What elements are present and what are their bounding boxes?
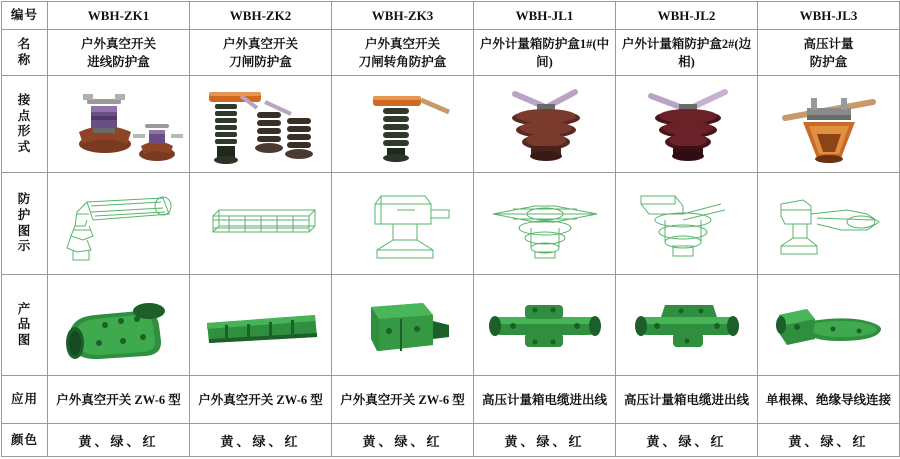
- cell-application-1: [190, 376, 332, 424]
- cell-contact-3: [474, 76, 616, 173]
- figure-contact-zk1: [51, 78, 186, 170]
- cell-product-1: [190, 274, 332, 375]
- figure-shield-jl2: [619, 175, 754, 271]
- cell-contact-1: [190, 76, 332, 173]
- row-label-application: 应用: [2, 376, 48, 424]
- figure-product-zk1: [51, 277, 186, 373]
- cell-code-2: WBH-ZK3: [332, 2, 474, 30]
- cell-code-1: WBH-ZK2: [190, 2, 332, 30]
- figure-shield-jl1: [477, 175, 612, 271]
- figure-shield-zk2: [193, 175, 328, 271]
- cell-shield-1: [190, 173, 332, 274]
- figure-contact-jl1: [477, 78, 612, 170]
- figure-shield-zk1: [51, 175, 186, 271]
- figure-shield-zk3: [335, 175, 470, 271]
- cell-color-4: 黄、绿、红: [616, 424, 758, 457]
- cell-name-4: [616, 30, 758, 76]
- cell-name-1: [190, 30, 332, 76]
- row-label-contact-char-2: 形: [17, 124, 32, 139]
- cell-application-5: [758, 376, 900, 424]
- cell-application-4: [616, 376, 758, 424]
- cell-contact-0: [48, 76, 190, 173]
- row-label-name: [2, 30, 48, 76]
- figure-contact-zk3: [335, 78, 470, 170]
- row-label-name-char-0: 名: [17, 37, 32, 52]
- row-label-shield: [2, 173, 48, 274]
- cell-code-5: WBH-JL3: [758, 2, 900, 30]
- row-label-code: 编号: [2, 2, 48, 30]
- name-line: 刀闸转角防护盒: [358, 54, 447, 69]
- figure-product-zk3: [335, 277, 470, 373]
- row-label-product-char-0: 产: [17, 301, 32, 316]
- row-label-shield-char-0: 防: [17, 192, 32, 207]
- cell-application-3: [474, 376, 616, 424]
- cell-color-2: 黄、绿、红: [332, 424, 474, 457]
- application-line: 户外真空开关: [56, 392, 132, 407]
- cell-color-0: 黄、绿、红: [48, 424, 190, 457]
- cell-product-5: [758, 274, 900, 375]
- figure-product-zk2: [193, 277, 328, 373]
- application-line: 户外真空开关: [198, 392, 274, 407]
- row-label-color: 颜色: [2, 424, 48, 457]
- cell-shield-2: [332, 173, 474, 274]
- product-comparison-table: [1, 1, 900, 457]
- table-row-application: [2, 376, 900, 424]
- name-line: 户外计量箱防护盒1#(中间): [479, 36, 610, 69]
- row-label-contact-char-3: 式: [17, 139, 32, 154]
- cell-color-5: 黄、绿、红: [758, 424, 900, 457]
- name-line: 户外计量箱防护盒2#(边相): [621, 36, 752, 69]
- figure-contact-jl3: [761, 78, 896, 170]
- application-line: 高压计量箱电缆进出线: [481, 392, 607, 407]
- row-label-name-char-1: 称: [17, 52, 32, 67]
- cell-application-2: [332, 376, 474, 424]
- cell-name-5: [758, 30, 900, 76]
- cell-product-2: [332, 274, 474, 375]
- cell-contact-2: [332, 76, 474, 173]
- application-line: 户外真空开关: [340, 392, 416, 407]
- cell-color-3: 黄、绿、红: [474, 424, 616, 457]
- application-line: ZW-6 型: [418, 392, 465, 407]
- cell-color-1: 黄、绿、红: [190, 424, 332, 457]
- row-label-shield-char-3: 示: [17, 239, 32, 254]
- cell-shield-0: [48, 173, 190, 274]
- table-row-shield-diagram: [2, 173, 900, 274]
- name-line: 进线防护盒: [87, 54, 150, 69]
- cell-name-2: [332, 30, 474, 76]
- cell-shield-5: [758, 173, 900, 274]
- cell-product-3: [474, 274, 616, 375]
- row-label-shield-char-2: 图: [17, 223, 32, 238]
- cell-code-3: WBH-JL1: [474, 2, 616, 30]
- name-line: 户外真空开关: [364, 36, 440, 51]
- name-line: 户外真空开关: [222, 36, 298, 51]
- cell-name-3: [474, 30, 616, 76]
- cell-contact-5: [758, 76, 900, 173]
- cell-product-0: [48, 274, 190, 375]
- figure-product-jl1: [477, 277, 612, 373]
- application-line: ZW-6 型: [276, 392, 323, 407]
- figure-product-jl2: [619, 277, 754, 373]
- table-row-color: [2, 424, 900, 457]
- application-line: ZW-6 型: [134, 392, 181, 407]
- name-line: 户外真空开关: [80, 36, 156, 51]
- row-label-product: [2, 274, 48, 375]
- application-line: 单根裸、绝缘导线连接: [765, 392, 891, 407]
- row-label-contact: [2, 76, 48, 173]
- table-row-code: [2, 2, 900, 30]
- row-label-product-char-1: 品: [17, 317, 32, 332]
- name-line: 刀闸防护盒: [229, 54, 292, 69]
- cell-shield-4: [616, 173, 758, 274]
- application-line: 高压计量箱电缆进出线: [623, 392, 749, 407]
- row-label-shield-char-1: 护: [17, 207, 32, 222]
- row-label-contact-char-1: 点: [17, 108, 32, 123]
- name-line: 高压计量: [803, 36, 854, 51]
- figure-product-jl3: [761, 277, 896, 373]
- cell-contact-4: [616, 76, 758, 173]
- name-line: 防护盒: [809, 54, 848, 69]
- table-row-product-photo: [2, 274, 900, 375]
- cell-code-0: WBH-ZK1: [48, 2, 190, 30]
- cell-name-0: [48, 30, 190, 76]
- cell-application-0: [48, 376, 190, 424]
- cell-code-4: WBH-JL2: [616, 2, 758, 30]
- figure-contact-jl2: [619, 78, 754, 170]
- cell-shield-3: [474, 173, 616, 274]
- row-label-contact-char-0: 接: [17, 92, 32, 107]
- row-label-product-char-2: 图: [17, 332, 32, 347]
- figure-contact-zk2: [193, 78, 328, 170]
- figure-shield-jl3: [761, 175, 896, 271]
- table-row-name: [2, 30, 900, 76]
- cell-product-4: [616, 274, 758, 375]
- table-row-contact-type: [2, 76, 900, 173]
